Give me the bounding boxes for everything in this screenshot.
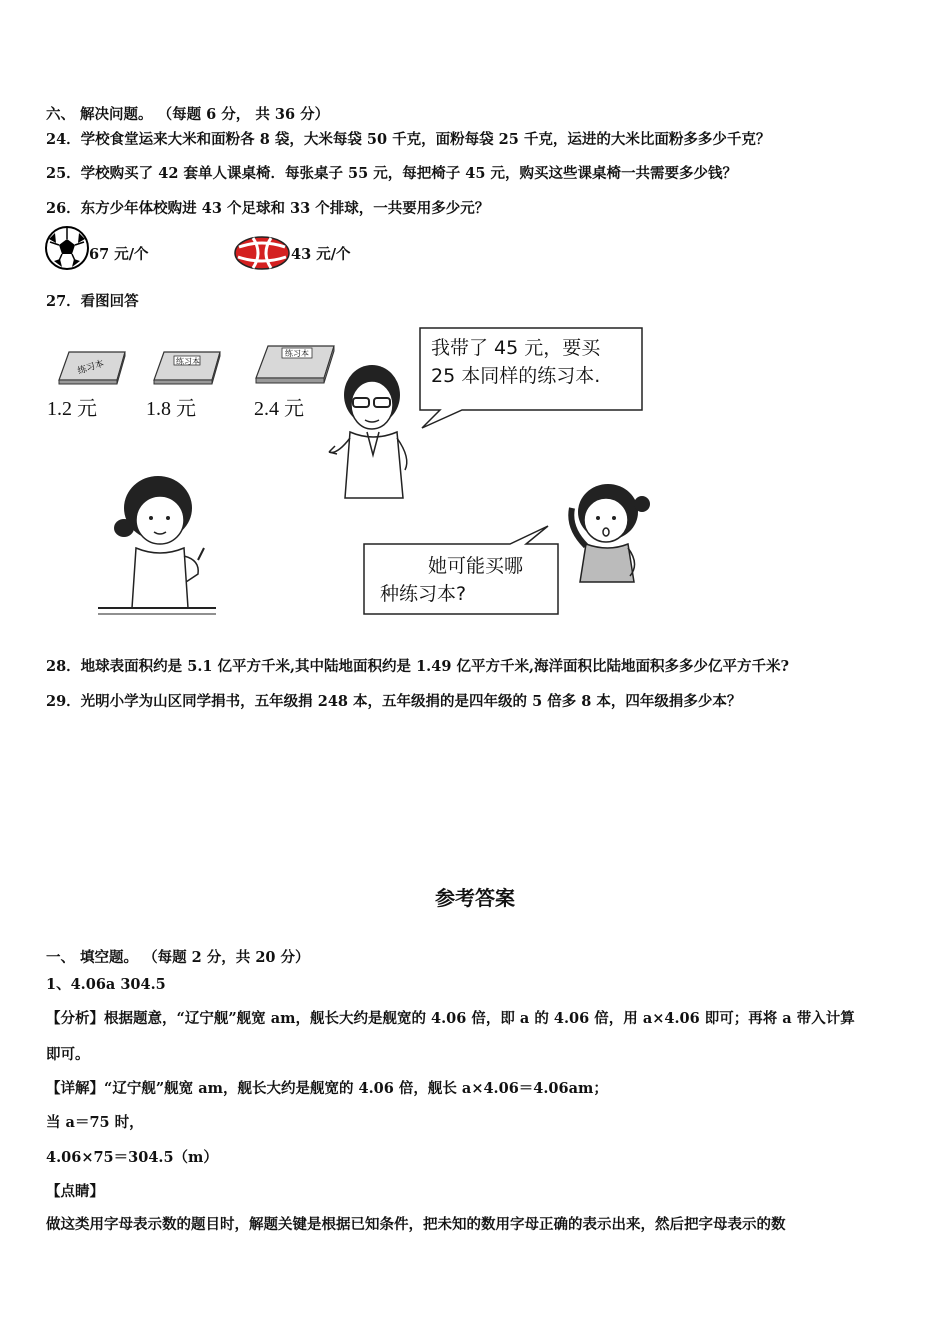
detail-line: 【详解】“辽宁舰”舰宽 am，舰长大约是舰宽的 4.06 倍，舰长 a×4.06＝4.06am；	[46, 1080, 608, 1097]
question-25: 25．学校购买了 42 套单人课桌椅．每张桌子 55 元，每把椅子 45 元，购买这些课桌椅一共需要多少钱？	[46, 165, 737, 182]
notebook-1-price: 1.2 元	[47, 398, 97, 420]
speech-bubble-2-line1: 她可能买哪	[428, 555, 524, 577]
question-24: 24．学校食堂运来大米和面粉各 8 袋，大米每袋 50 千克，面粉每袋 25 千克，运进的大米比面粉多多少千克？	[46, 131, 771, 148]
speech-bubble-1-line2: 25 本同样的练习本.	[431, 365, 601, 387]
notebook-3	[252, 344, 336, 386]
speech-bubble-1	[431, 334, 600, 390]
small-girl-illustration	[558, 478, 658, 588]
analysis-line-2: 即可。	[46, 1046, 90, 1063]
tip-heading: 【点睛】	[46, 1183, 104, 1200]
notebook-2-label: 练习本	[176, 357, 200, 366]
notebook-3-price: 2.4 元	[254, 398, 304, 420]
tip-line: 做这类用字母表示数的题目时，解题关键是根据已知条件，把未知的数用字母正确的表示出来，然后把字母表示的数	[46, 1216, 786, 1233]
question-28: 28．地球表面积约是 5.1 亿平方千米,其中陆地面积约是 1.49 亿平方千米,海洋面积比陆地面积多多少亿平方千米?	[46, 658, 790, 675]
girl-thinking-illustration	[96, 470, 216, 620]
question-27: 27．看图回答	[46, 293, 139, 310]
notebook-2-price: 1.8 元	[146, 398, 196, 420]
substitution-line: 当 a＝75 时，	[46, 1114, 144, 1131]
volleyball-price: 43 元/个	[291, 246, 351, 263]
answer-section-heading: 一、 填空题。 （每题 2 分，共 20 分）	[46, 949, 310, 966]
analysis-line-1: 【分析】根据题意，“辽宁舰”舰宽 am，舰长大约是舰宽的 4.06 倍，即 a 的 4.06 倍，用 a×4.06 即可；再将 a 带入计算	[46, 1010, 855, 1027]
question-26: 26．东方少年体校购进 43 个足球和 33 个排球，一共要用多少元？	[46, 200, 490, 217]
answer-1: 1、4.06a 304.5	[46, 976, 166, 993]
section-heading: 六、 解决问题。 （每题 6 分， 共 36 分）	[46, 106, 330, 123]
question-29: 29．光明小学为山区同学捐书，五年级捐 248 本，五年级捐的是四年级的 5 倍多 8 本，四年级捐多少本？	[46, 693, 742, 710]
answer-key-title: 参考答案	[435, 886, 515, 910]
speech-bubble-1-line1: 我带了 45 元，要买	[431, 337, 601, 359]
speech-bubble-2-line2: 种练习本?	[380, 583, 467, 605]
notebook-1-label: 练习本	[76, 358, 106, 377]
calculation-line: 4.06×75＝304.5（m）	[46, 1149, 218, 1166]
notebook-2	[150, 350, 222, 386]
volleyball-icon	[233, 235, 291, 271]
soccer-price: 67 元/个	[89, 246, 149, 263]
soccer-ball-icon	[44, 225, 90, 271]
notebook-3-label: 练习本	[285, 349, 309, 358]
notebook-1	[55, 350, 127, 386]
speech-bubble-2	[380, 552, 523, 608]
